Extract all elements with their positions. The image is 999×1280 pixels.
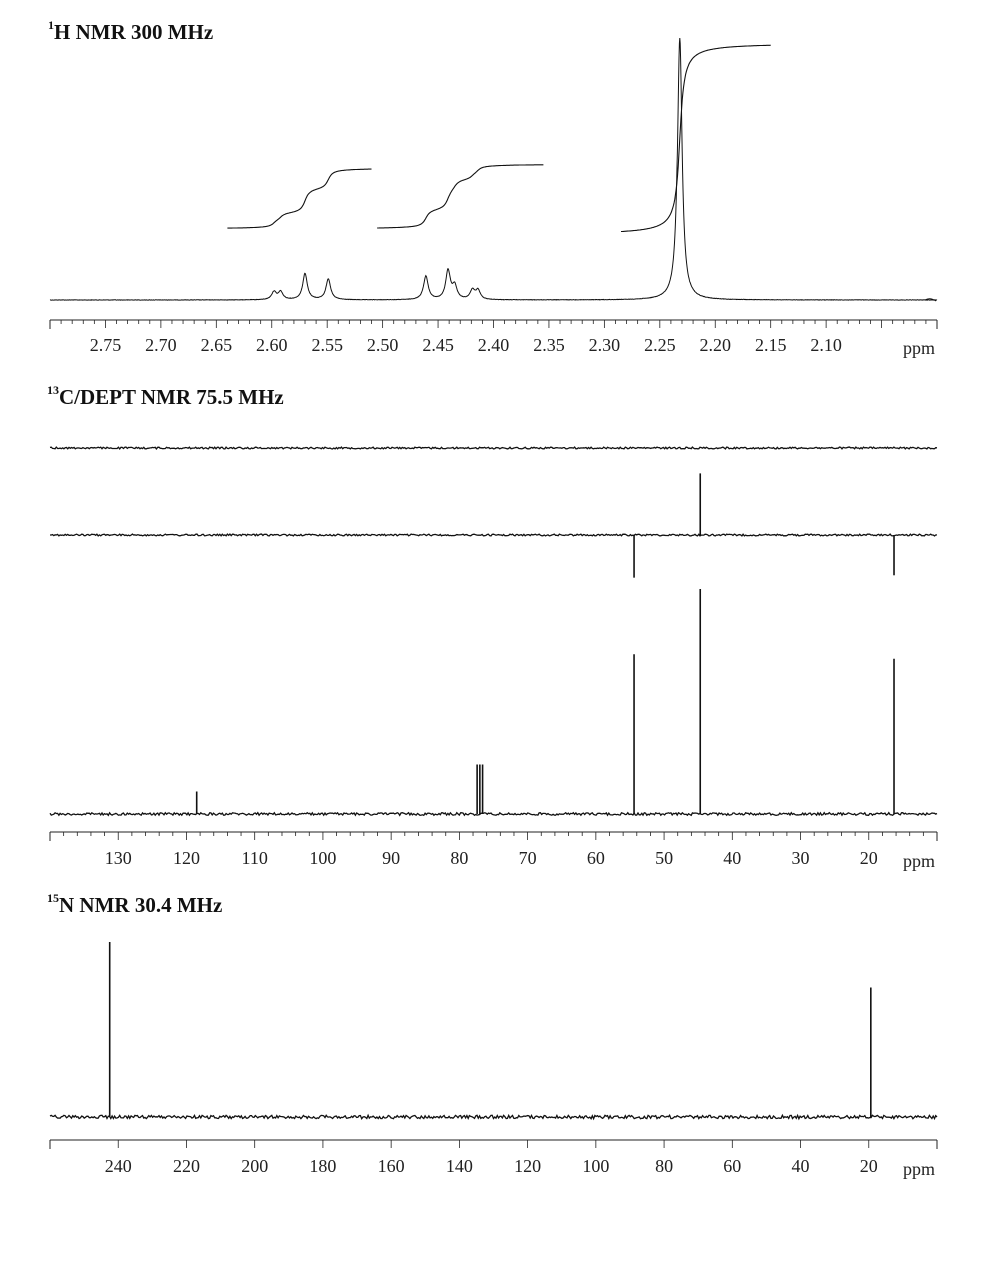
tick-label: 140	[445, 1156, 473, 1176]
tick-label: 2.10	[810, 335, 842, 355]
h1-spectrum-trace	[50, 38, 937, 300]
tick-label: 200	[241, 1156, 269, 1176]
tick-label: 80	[450, 848, 469, 868]
tick-label: 110	[241, 848, 268, 868]
integral-curve	[377, 165, 543, 228]
integral-curve	[227, 169, 371, 228]
tick-label: 2.60	[256, 335, 288, 355]
x-axis-c13	[50, 832, 937, 871]
tick-label: 220	[172, 1156, 200, 1176]
tick-label: 2.35	[533, 335, 565, 355]
tick-label: 2.25	[644, 335, 676, 355]
x-axis-h1	[50, 320, 937, 358]
tick-label: 20	[859, 848, 878, 868]
tick-label: 120	[514, 1156, 542, 1176]
axis-unit-label: ppm	[902, 1159, 936, 1179]
tick-label: 2.50	[366, 335, 399, 355]
tick-label: 240	[104, 1156, 132, 1176]
c13-trace	[50, 813, 937, 816]
n15-nmr-title: $^{15}$N NMR 30.4 MHz	[47, 891, 223, 917]
tick-label: 160	[377, 1156, 405, 1176]
tick-label: 60	[586, 848, 605, 868]
dept135-trace	[50, 534, 937, 536]
c13-dept-spectra	[50, 447, 937, 815]
tick-label: 2.15	[754, 335, 787, 355]
n15-spectrum	[50, 942, 937, 1119]
tick-label: 20	[859, 1156, 878, 1176]
tick-label: 100	[582, 1156, 610, 1176]
tick-label: 30	[791, 848, 810, 868]
integral-curve	[621, 45, 771, 231]
n15-trace	[50, 1115, 937, 1118]
tick-label: 130	[104, 848, 132, 868]
tick-label: 40	[723, 848, 742, 868]
tick-label: 50	[655, 848, 674, 868]
tick-label: 2.55	[311, 335, 343, 355]
tick-label: 80	[655, 1156, 674, 1176]
tick-label: 60	[723, 1156, 742, 1176]
tick-label: 2.20	[699, 335, 731, 355]
tick-label: 2.45	[422, 335, 454, 355]
tick-label: 2.65	[200, 335, 233, 355]
tick-label: 40	[791, 1156, 810, 1176]
tick-label: 90	[382, 848, 401, 868]
tick-label: 70	[518, 848, 537, 868]
tick-label: 2.70	[145, 335, 177, 355]
x-axis-n15	[50, 1140, 937, 1179]
axis-unit-label: ppm	[902, 851, 936, 871]
h1-nmr-title: $^1$H NMR 300 MHz	[48, 18, 214, 44]
tick-label: 2.75	[89, 335, 122, 355]
dept90-trace	[50, 447, 937, 449]
tick-label: 180	[309, 1156, 337, 1176]
axis-unit-label: ppm	[902, 338, 936, 358]
tick-label: 100	[309, 848, 337, 868]
tick-label: 120	[172, 848, 200, 868]
tick-label: 2.40	[477, 335, 510, 355]
c13-dept-nmr-title: $^{13}$C/DEPT NMR 75.5 MHz	[47, 383, 284, 409]
h1-spectrum	[50, 38, 937, 301]
tick-label: 2.30	[588, 335, 621, 355]
